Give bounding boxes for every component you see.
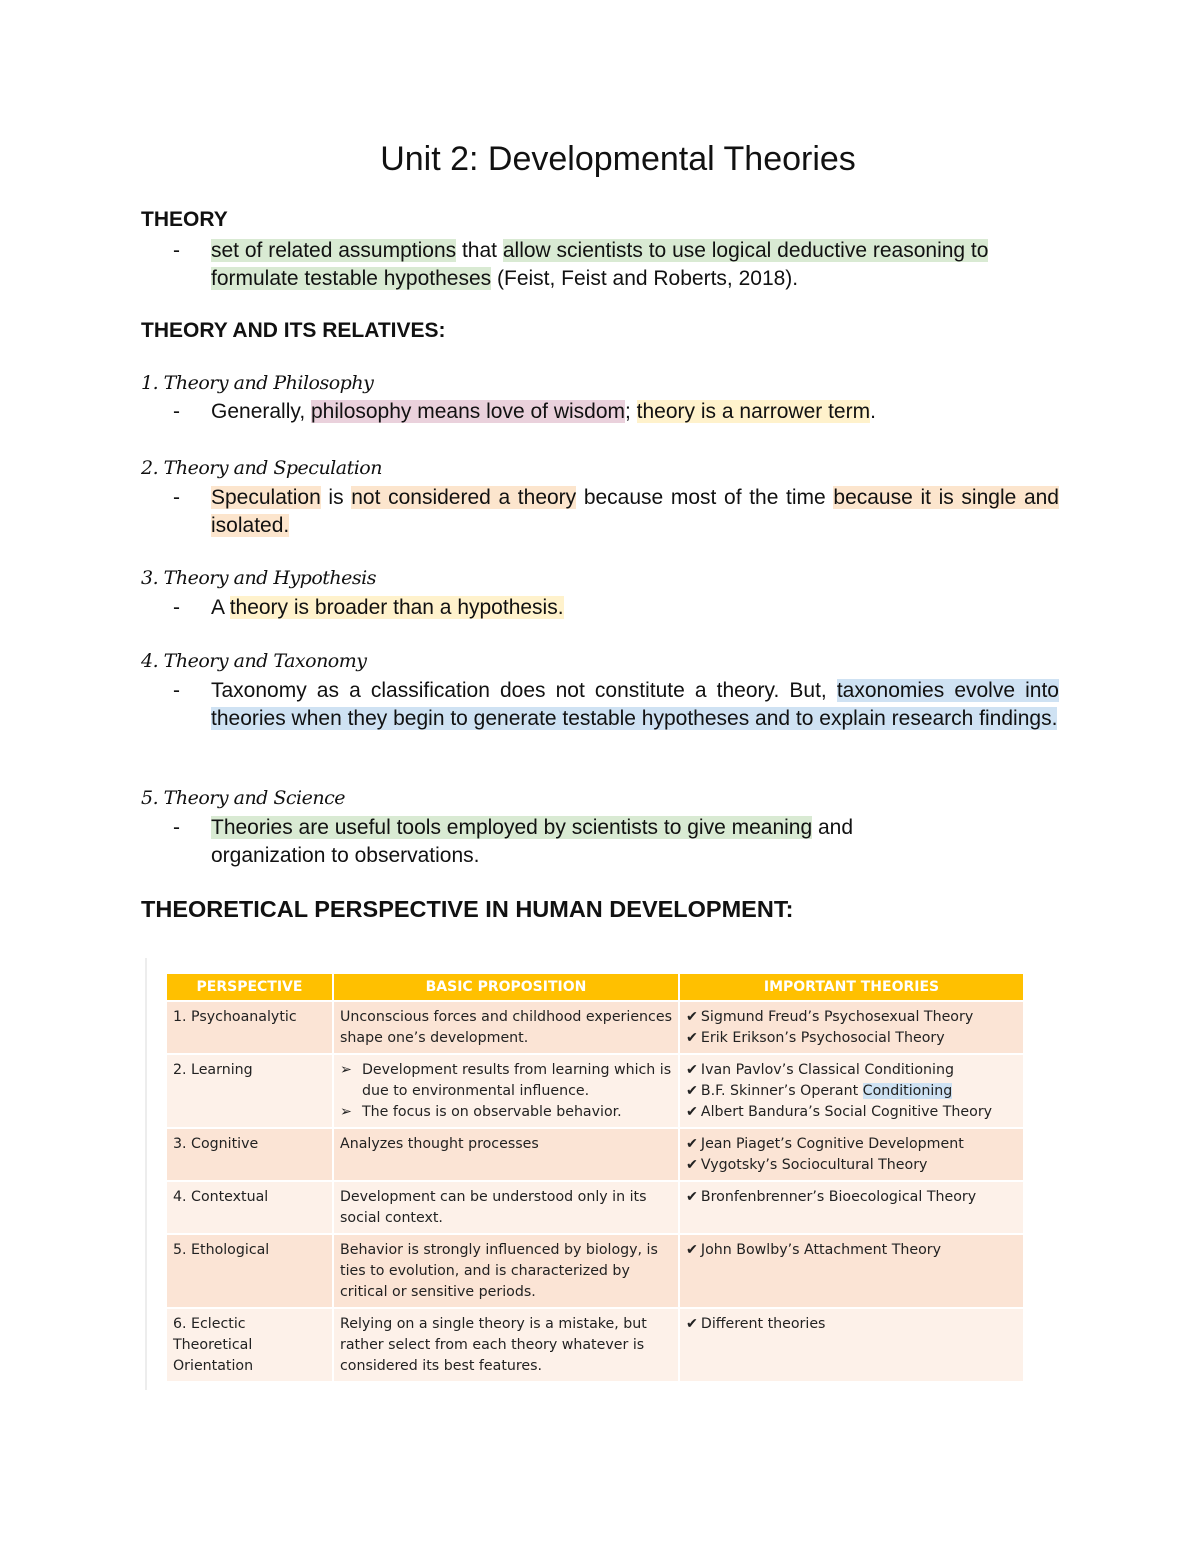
citation-text: (Feist, Feist and Roberts, 2018). xyxy=(491,267,799,290)
theory-item xyxy=(686,1060,1017,1081)
cell-proposition: Relying on a single theory is a mistake, but rather select from each theory whatever is considered its best features. xyxy=(333,1308,679,1381)
theory-text: Different theories xyxy=(700,1316,826,1332)
dash-bullet: - xyxy=(173,679,180,702)
theory-item xyxy=(686,1102,1017,1123)
highlight-green: set of related assumptions xyxy=(211,239,457,262)
dash-bullet: - xyxy=(173,486,180,509)
cell-perspective: 2. Learning xyxy=(167,1054,333,1128)
bullet-science xyxy=(141,814,971,870)
perspective-heading: THEORETICAL PERSPECTIVE IN HUMAN DEVELOPMENT: xyxy=(141,896,794,922)
relatives-heading: THEORY AND ITS RELATIVES: xyxy=(141,319,446,342)
perspectives-table xyxy=(167,974,1023,1381)
theory-item xyxy=(686,1187,1017,1208)
theory-text: Albert Bandura’s Social Cognitive Theory xyxy=(700,1104,993,1120)
theory-definition xyxy=(141,237,1059,293)
cell-theories xyxy=(679,1181,1023,1234)
bullet-philosophy xyxy=(141,398,1059,426)
theory-text: Ivan Pavlov’s Classical Conditioning xyxy=(700,1062,954,1078)
cell-perspective: 5. Ethological xyxy=(167,1234,333,1308)
check-icon: ✔ xyxy=(686,1009,698,1025)
highlight-orange: because it is single and isolated. xyxy=(211,486,1059,537)
text-segment: because most of the time xyxy=(576,486,834,509)
check-icon: ✔ xyxy=(686,1030,698,1046)
cell-theories xyxy=(679,1128,1023,1181)
header-basic-proposition: BASIC PROPOSITION xyxy=(333,974,679,1001)
arrow-bullet-icon: ➢ xyxy=(340,1104,352,1120)
table-row xyxy=(167,1234,1023,1308)
highlight-green: allow scientists to use logical deductive reasoning to formulate testable hypotheses xyxy=(211,239,989,290)
bullet-hypothesis xyxy=(141,594,1059,622)
theory-text: Bronfenbrenner’s Bioecological Theory xyxy=(700,1189,977,1205)
subhead-taxonomy: 4. Theory and Taxonomy xyxy=(141,650,367,672)
page-title: Unit 2: Developmental Theories xyxy=(380,140,856,178)
theory-item xyxy=(686,1155,1017,1176)
table-row xyxy=(167,1128,1023,1181)
proposition-text: Development results from learning which is due to environmental influence. xyxy=(362,1062,672,1099)
text-segment: is xyxy=(320,486,352,509)
theory-text: Vygotsky’s Sociocultural Theory xyxy=(700,1157,928,1173)
bullet-speculation xyxy=(141,484,1059,540)
highlight-blue: Conditioning xyxy=(862,1083,953,1099)
highlight-orange: Speculation xyxy=(211,486,321,509)
highlight-blue: taxonomies evolve into theories when they begin to generate testable hypotheses and to explain research findings. xyxy=(211,679,1059,730)
highlight-green: Theories are useful tools employed by scientists to give meaning xyxy=(211,816,813,839)
text-segment: and organization to observations. xyxy=(211,816,854,867)
proposition-bullet xyxy=(340,1102,672,1123)
definition-text: that xyxy=(456,239,503,262)
theory-item xyxy=(686,1081,1017,1102)
theory-text: Sigmund Freud’s Psychosexual Theory xyxy=(700,1009,974,1025)
check-icon: ✔ xyxy=(686,1083,698,1099)
cell-theories xyxy=(679,1054,1023,1128)
check-icon: ✔ xyxy=(686,1316,698,1332)
cell-theories xyxy=(679,1308,1023,1381)
dash-bullet: - xyxy=(173,596,180,619)
subhead-hypothesis: 3. Theory and Hypothesis xyxy=(141,567,376,589)
theory-heading: THEORY xyxy=(141,208,228,231)
subhead-science: 5. Theory and Science xyxy=(141,787,345,809)
cell-perspective: 3. Cognitive xyxy=(167,1128,333,1181)
cell-proposition: Unconscious forces and childhood experiences shape one’s development. xyxy=(333,1001,679,1054)
bullet-taxonomy xyxy=(141,677,1059,733)
check-icon: ✔ xyxy=(686,1189,698,1205)
theory-item xyxy=(686,1028,1017,1049)
cell-perspective: 4. Contextual xyxy=(167,1181,333,1234)
cell-perspective: 1. Psychoanalytic xyxy=(167,1001,333,1054)
text-segment: . xyxy=(870,400,876,423)
theory-item xyxy=(686,1134,1017,1155)
check-icon: ✔ xyxy=(686,1062,698,1078)
header-perspective: PERSPECTIVE xyxy=(167,974,333,1001)
highlight-orange: not considered a theory xyxy=(351,486,577,509)
cell-proposition: Behavior is strongly influenced by biology, is ties to evolution, and is characterized by critical or sensitive periods. xyxy=(333,1234,679,1308)
cell-theories xyxy=(679,1234,1023,1308)
highlight-yellow: theory is a narrower term xyxy=(636,400,871,423)
check-icon: ✔ xyxy=(686,1157,698,1173)
cell-proposition xyxy=(333,1054,679,1128)
cell-proposition: Analyzes thought processes xyxy=(333,1128,679,1181)
subhead-philosophy: 1. Theory and Philosophy xyxy=(141,372,374,394)
table-row xyxy=(167,1308,1023,1381)
theory-item xyxy=(686,1240,1017,1261)
text-segment: Taxonomy as a classification does not constitute a theory. But, xyxy=(211,679,837,702)
dash-bullet: - xyxy=(173,816,180,839)
check-icon: ✔ xyxy=(686,1104,698,1120)
theory-text: B.F. Skinner’s Operant xyxy=(700,1083,863,1099)
dash-bullet: - xyxy=(173,400,180,423)
table-row xyxy=(167,1054,1023,1128)
cell-perspective: 6. Eclectic Theoretical Orientation xyxy=(167,1308,333,1381)
table-header-row xyxy=(167,974,1023,1001)
cell-proposition: Development can be understood only in its social context. xyxy=(333,1181,679,1234)
theory-item xyxy=(686,1007,1017,1028)
text-segment: A xyxy=(211,596,230,619)
cell-theories xyxy=(679,1001,1023,1054)
table-row xyxy=(167,1181,1023,1234)
arrow-bullet-icon: ➢ xyxy=(340,1062,352,1078)
check-icon: ✔ xyxy=(686,1136,698,1152)
header-important-theories: IMPORTANT THEORIES xyxy=(679,974,1023,1001)
highlight-yellow: theory is broader than a hypothesis. xyxy=(229,596,564,619)
proposition-bullet xyxy=(340,1060,672,1102)
proposition-text: The focus is on observable behavior. xyxy=(362,1104,622,1120)
text-segment: Generally, xyxy=(211,400,311,423)
dash-bullet: - xyxy=(173,239,180,262)
table-row xyxy=(167,1001,1023,1054)
theory-text: Erik Erikson’s Psychosocial Theory xyxy=(700,1030,945,1046)
theory-text: John Bowlby’s Attachment Theory xyxy=(700,1242,941,1258)
theory-item xyxy=(686,1314,1017,1335)
theory-text: Jean Piaget’s Cognitive Development xyxy=(700,1136,964,1152)
check-icon: ✔ xyxy=(686,1242,698,1258)
text-segment: ; xyxy=(625,400,637,423)
subhead-speculation: 2. Theory and Speculation xyxy=(141,457,382,479)
highlight-pink: philosophy means love of wisdom xyxy=(311,400,625,423)
